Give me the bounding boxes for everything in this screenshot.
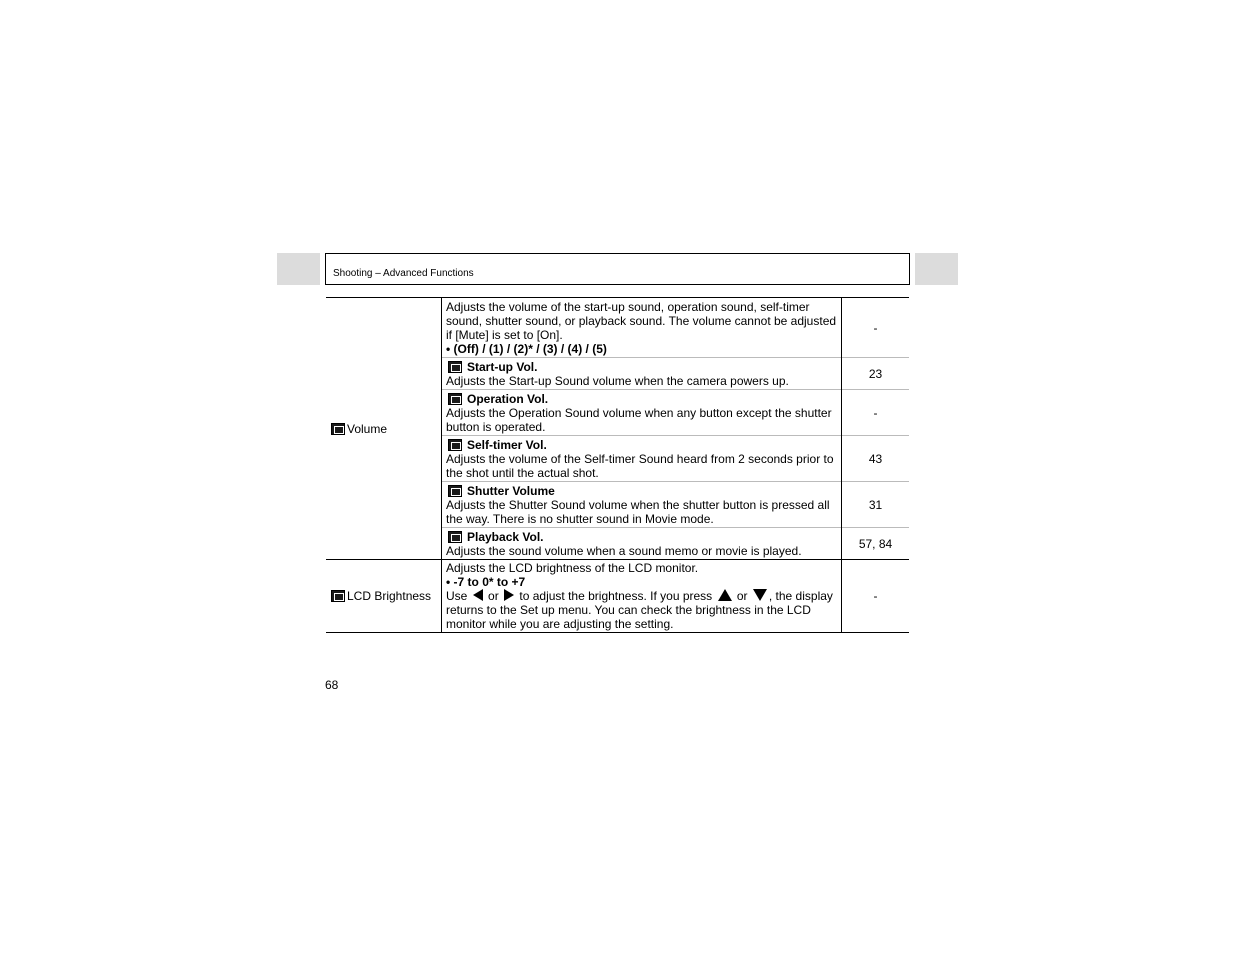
left-arrow-icon [473, 589, 483, 601]
lcd-description: Adjusts the LCD brightness of the LCD monitor. [446, 561, 699, 575]
lcd-usage-part4: or [736, 589, 748, 603]
lcd-label-cell [326, 560, 442, 633]
table-row [326, 298, 909, 358]
startup-vol-description: Adjusts the Start-up Sound volume when the camera powers up. [446, 373, 789, 388]
startup-vol-title: Start-up Vol. [467, 359, 538, 374]
playback-vol-cell [442, 528, 842, 560]
operation-vol-title: Operation Vol. [467, 391, 549, 406]
lcd-usage-part1: Use [446, 589, 468, 603]
volume-description-cell [442, 298, 842, 358]
lcd-usage-part5: , the display returns to the Set up menu. You can check the brightness in the LCD monitor while you are adjusting the setting. [446, 589, 833, 631]
lcd-brightness-icon [331, 590, 345, 602]
self-timer-vol-icon [448, 439, 462, 451]
startup-vol-page-ref: 23 [842, 358, 910, 390]
up-arrow-icon [718, 589, 732, 601]
left-page-tab [277, 253, 320, 285]
playback-vol-page-ref: 57, 84 [842, 528, 910, 560]
shutter-vol-description: Adjusts the Shutter Sound volume when the shutter button is pressed all the way. There is no shutter sound in Movie mode. [446, 497, 830, 526]
volume-page-ref: - [842, 298, 910, 358]
shutter-vol-title: Shutter Volume [467, 483, 555, 498]
volume-description: Adjusts the volume of the start-up sound, operation sound, self-timer sound, shutter sound, or playback sound. The volume cannot be adjusted if [Mute] is set to [On]. [446, 299, 837, 342]
self-timer-vol-description: Adjusts the volume of the Self-timer Sound heard from 2 seconds prior to the shot until the actual shot. [446, 451, 834, 480]
shutter-vol-icon [448, 485, 462, 497]
table-row [326, 560, 909, 633]
playback-vol-description: Adjusts the sound volume when a sound memo or movie is played. [446, 543, 802, 558]
right-arrow-icon [504, 589, 514, 601]
playback-vol-icon [448, 531, 462, 543]
self-timer-vol-title: Self-timer Vol. [467, 437, 547, 452]
self-timer-vol-cell [442, 436, 842, 482]
shutter-vol-page-ref: 31 [842, 482, 910, 528]
lcd-label: LCD Brightness [347, 589, 432, 603]
lcd-options: • -7 to 0* to +7 [446, 575, 526, 589]
section-header [325, 253, 910, 285]
right-page-tab [915, 253, 958, 285]
startup-vol-cell [442, 358, 842, 390]
volume-label-cell [326, 298, 442, 560]
settings-table [326, 297, 909, 633]
volume-icon [331, 423, 345, 435]
operation-vol-icon [448, 393, 462, 405]
lcd-description-cell [442, 560, 842, 633]
volume-label: Volume [347, 421, 388, 436]
operation-vol-description: Adjusts the Operation Sound volume when any button except the shutter button is operated. [446, 405, 832, 434]
lcd-usage-part3: to adjust the brightness. If you press [519, 589, 713, 603]
startup-vol-icon [448, 361, 462, 373]
self-timer-vol-page-ref: 43 [842, 436, 910, 482]
operation-vol-cell [442, 390, 842, 436]
section-title: Shooting – Advanced Functions [333, 268, 474, 279]
volume-options: • (Off) / (1) / (2)* / (3) / (4) / (5) [446, 341, 607, 356]
shutter-vol-cell [442, 482, 842, 528]
page-number: 68 [325, 678, 339, 692]
playback-vol-title: Playback Vol. [467, 529, 544, 544]
lcd-usage-part2: or [488, 589, 499, 603]
lcd-page-ref: - [842, 560, 910, 633]
down-arrow-icon [753, 589, 767, 601]
operation-vol-page-ref: - [842, 390, 910, 436]
lcd-usage-text [446, 589, 838, 631]
